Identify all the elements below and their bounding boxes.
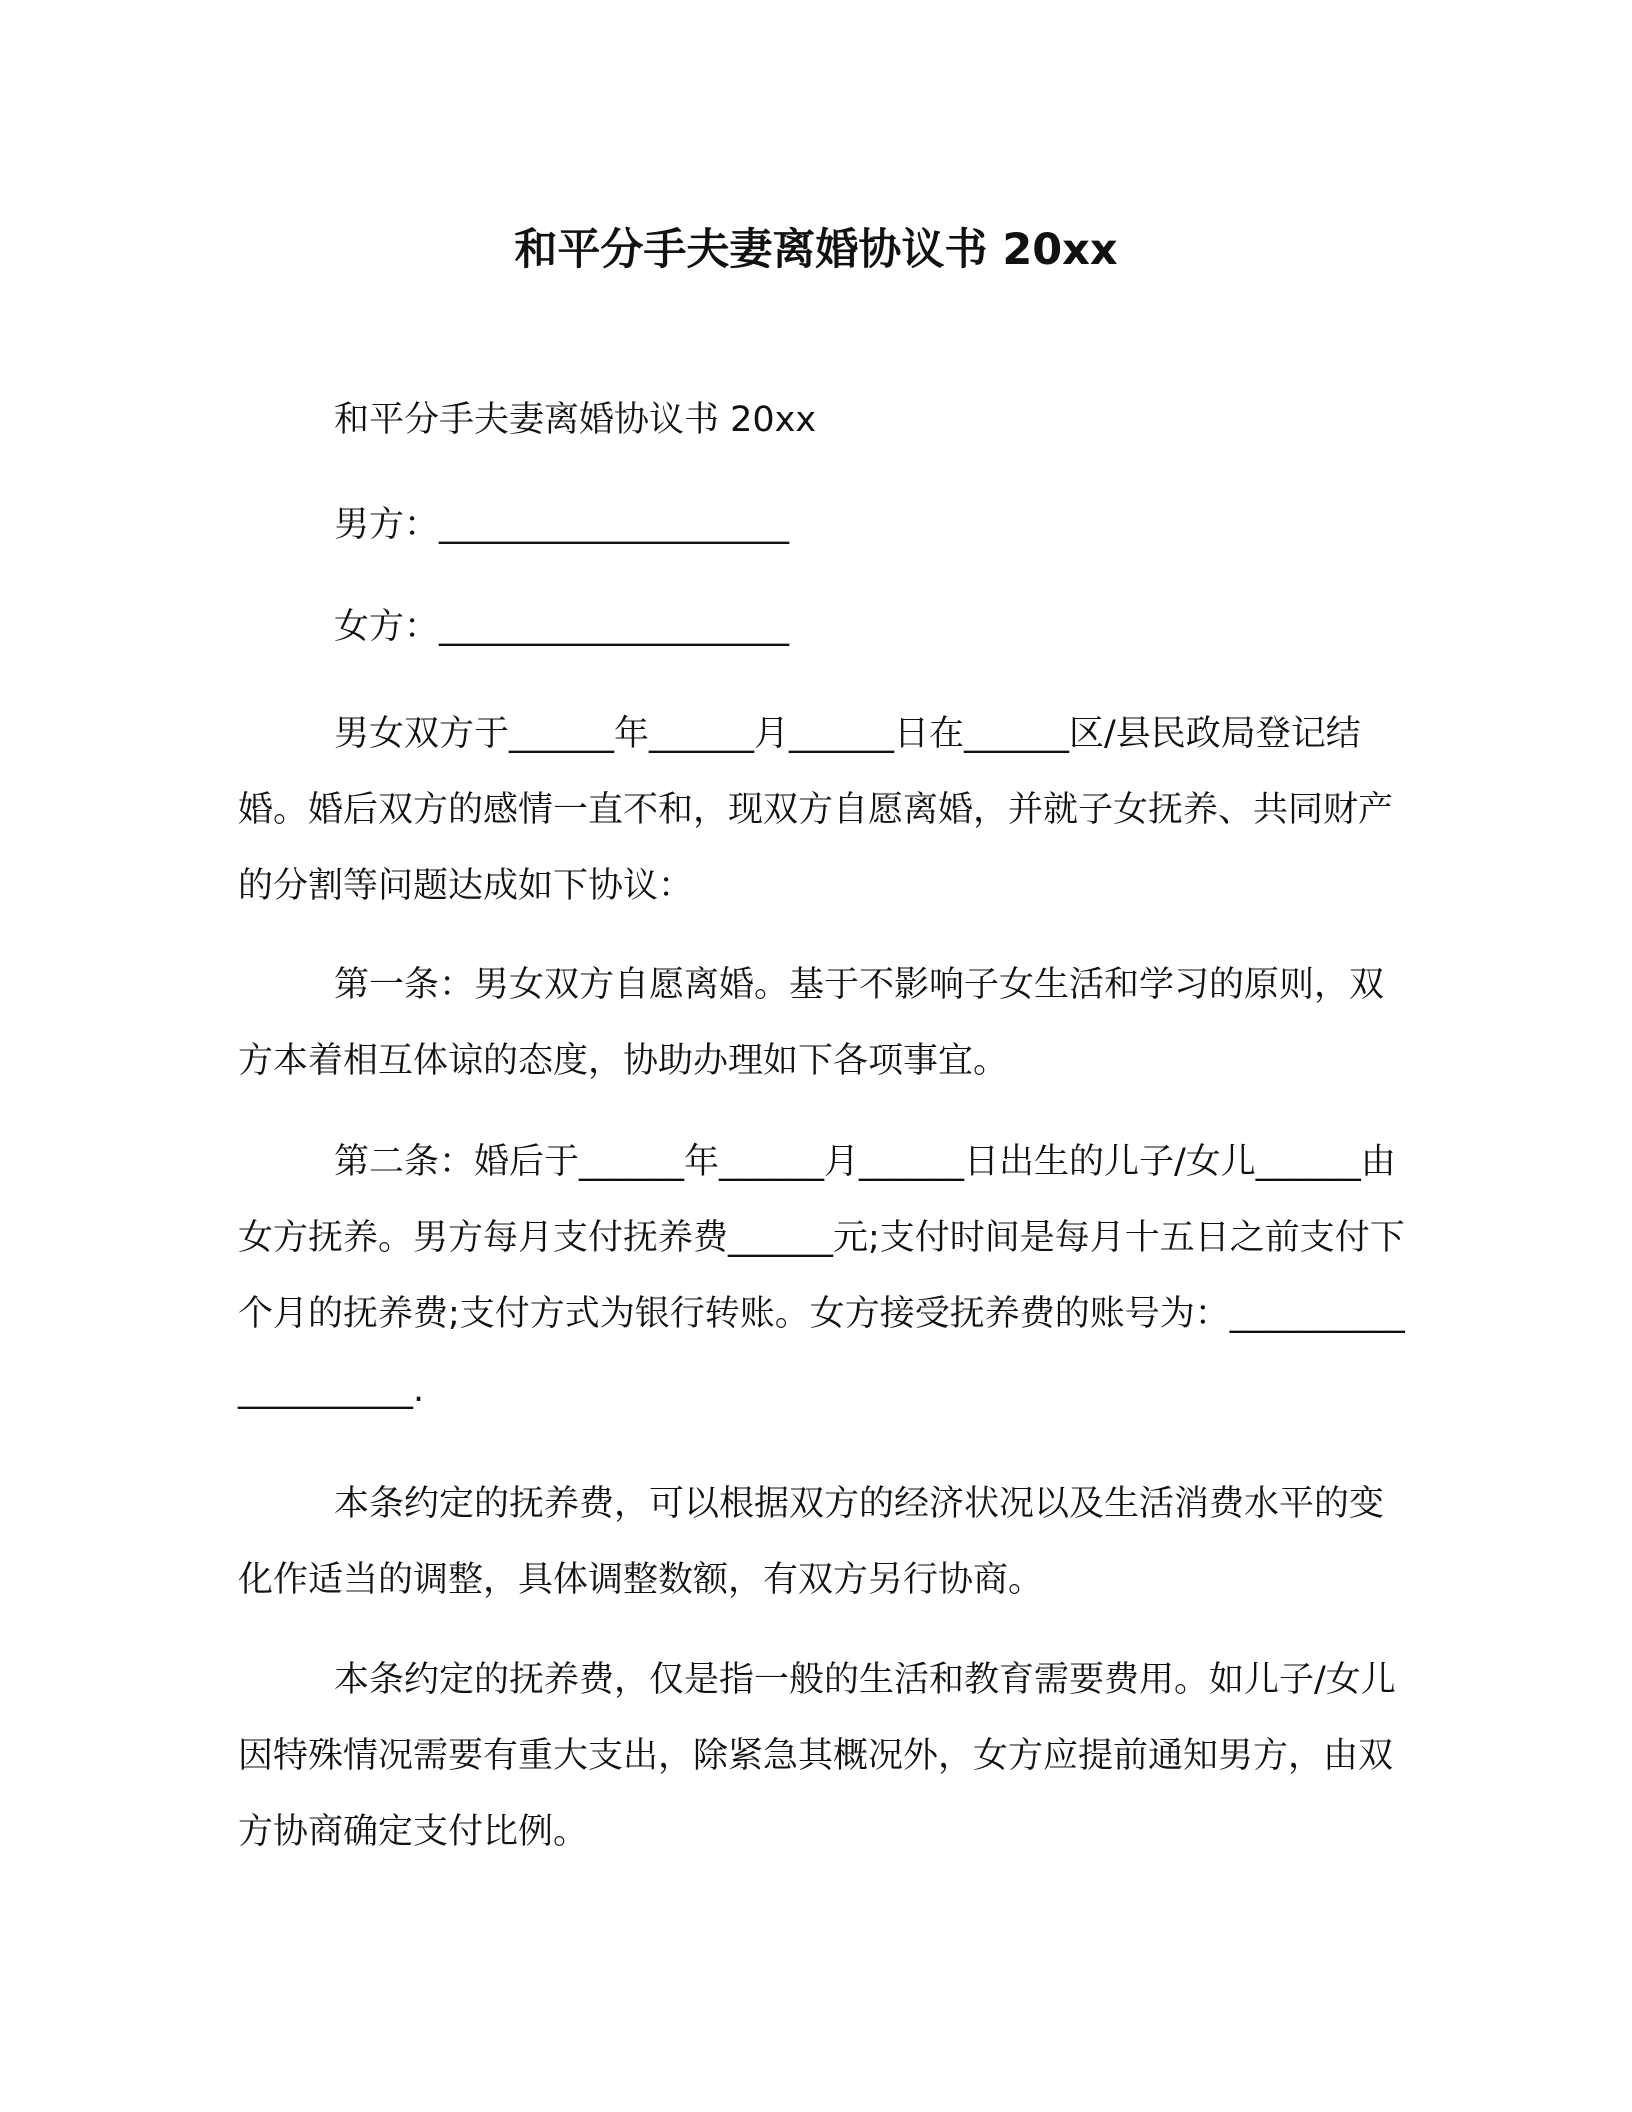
male-party-line: 男方：____________________ [334, 505, 790, 545]
paragraph-article-two: 第二条：婚后于______年______月______日出生的儿子/女儿______由女方抚养。男方每月支付抚养费______元;支付时间是每月十五日之前支付下个月的抚养费;支付方式为银行转账。女方接受抚养费的账号为：____________________. [238, 1142, 1405, 1410]
document-title: 和平分手夫妻离婚协议书 20xx [514, 225, 1118, 275]
paragraph-support-adjustment: 本条约定的抚养费，可以根据双方的经济状况以及生活消费水平的变化作适当的调整，具体调整数额，有双方另行协商。 [238, 1484, 1385, 1600]
paragraph-marriage-registration: 男女双方于______年______月______日在______区/县民政局登记结婚。婚后双方的感情一直不和，现双方自愿离婚，并就子女抚养、共同财产的分割等问题达成如下协议： [238, 714, 1394, 906]
paragraph-article-one: 第一条：男女双方自愿离婚。基于不影响子女生活和学习的原则，双方本着相互体谅的态度，协助办理如下各项事宜。 [238, 965, 1385, 1081]
document-subtitle: 和平分手夫妻离婚协议书 20xx [334, 400, 817, 440]
paragraph-support-scope: 本条约定的抚养费，仅是指一般的生活和教育需要费用。如儿子/女儿因特殊情况需要有重大支出，除紧急其概况外，女方应提前通知男方，由双方协商确定支付比例。 [238, 1660, 1396, 1852]
female-party-line: 女方：____________________ [334, 607, 790, 647]
